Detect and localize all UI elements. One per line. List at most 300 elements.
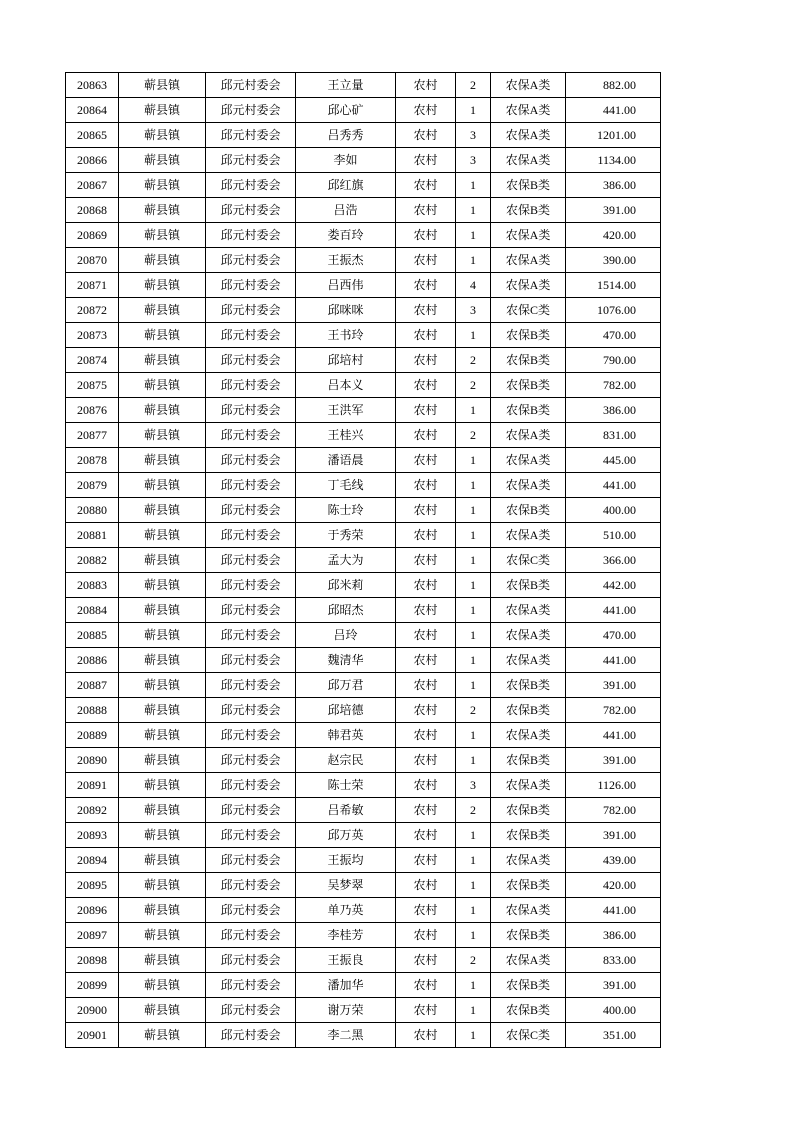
cell-village-committee: 邱元村委会 <box>206 748 296 773</box>
cell-record-id: 20868 <box>66 198 119 223</box>
cell-person-name: 潘语晨 <box>296 448 396 473</box>
cell-residence-type: 农村 <box>396 1023 456 1048</box>
cell-insurance-category: 农保C类 <box>491 298 566 323</box>
cell-record-id: 20888 <box>66 698 119 723</box>
table-row <box>66 248 661 273</box>
table-row <box>66 773 661 798</box>
cell-residence-type: 农村 <box>396 148 456 173</box>
cell-town: 蕲县镇 <box>119 948 206 973</box>
cell-insurance-category: 农保B类 <box>491 348 566 373</box>
cell-town: 蕲县镇 <box>119 223 206 248</box>
cell-person-name: 赵宗民 <box>296 748 396 773</box>
cell-person-name: 邱红旗 <box>296 173 396 198</box>
cell-person-count: 2 <box>456 423 491 448</box>
cell-person-count: 1 <box>456 448 491 473</box>
cell-person-name: 娄百玲 <box>296 223 396 248</box>
cell-person-name: 王立量 <box>296 73 396 98</box>
cell-village-committee: 邱元村委会 <box>206 423 296 448</box>
cell-amount: 391.00 <box>566 748 661 773</box>
cell-person-count: 2 <box>456 348 491 373</box>
cell-residence-type: 农村 <box>396 923 456 948</box>
cell-person-name: 单乃英 <box>296 898 396 923</box>
table-row <box>66 873 661 898</box>
cell-residence-type: 农村 <box>396 548 456 573</box>
cell-insurance-category: 农保B类 <box>491 673 566 698</box>
cell-person-count: 1 <box>456 723 491 748</box>
cell-village-committee: 邱元村委会 <box>206 523 296 548</box>
table-row <box>66 73 661 98</box>
cell-amount: 1076.00 <box>566 298 661 323</box>
cell-town: 蕲县镇 <box>119 723 206 748</box>
cell-town: 蕲县镇 <box>119 548 206 573</box>
cell-town: 蕲县镇 <box>119 398 206 423</box>
table-row <box>66 673 661 698</box>
cell-residence-type: 农村 <box>396 523 456 548</box>
cell-residence-type: 农村 <box>396 198 456 223</box>
cell-village-committee: 邱元村委会 <box>206 198 296 223</box>
cell-person-name: 李二黑 <box>296 1023 396 1048</box>
cell-insurance-category: 农保B类 <box>491 323 566 348</box>
cell-residence-type: 农村 <box>396 998 456 1023</box>
cell-person-name: 邱咪咪 <box>296 298 396 323</box>
cell-amount: 391.00 <box>566 673 661 698</box>
cell-record-id: 20870 <box>66 248 119 273</box>
cell-person-name: 吴梦翠 <box>296 873 396 898</box>
cell-person-count: 1 <box>456 923 491 948</box>
cell-person-count: 1 <box>456 973 491 998</box>
cell-amount: 386.00 <box>566 398 661 423</box>
cell-village-committee: 邱元村委会 <box>206 698 296 723</box>
cell-record-id: 20891 <box>66 773 119 798</box>
cell-amount: 400.00 <box>566 498 661 523</box>
cell-village-committee: 邱元村委会 <box>206 248 296 273</box>
cell-person-name: 吕浩 <box>296 198 396 223</box>
cell-town: 蕲县镇 <box>119 173 206 198</box>
table-row <box>66 723 661 748</box>
cell-amount: 391.00 <box>566 823 661 848</box>
cell-residence-type: 农村 <box>396 698 456 723</box>
cell-town: 蕲县镇 <box>119 698 206 723</box>
table-row <box>66 98 661 123</box>
cell-insurance-category: 农保A类 <box>491 273 566 298</box>
cell-village-committee: 邱元村委会 <box>206 123 296 148</box>
cell-insurance-category: 农保A类 <box>491 473 566 498</box>
table-row <box>66 948 661 973</box>
cell-insurance-category: 农保A类 <box>491 848 566 873</box>
cell-person-name: 王桂兴 <box>296 423 396 448</box>
cell-village-committee: 邱元村委会 <box>206 73 296 98</box>
table-row <box>66 748 661 773</box>
cell-person-name: 吕希敏 <box>296 798 396 823</box>
cell-amount: 391.00 <box>566 198 661 223</box>
table-row <box>66 448 661 473</box>
cell-insurance-category: 农保A类 <box>491 623 566 648</box>
table-row <box>66 698 661 723</box>
cell-person-count: 1 <box>456 648 491 673</box>
table-row <box>66 923 661 948</box>
cell-amount: 351.00 <box>566 1023 661 1048</box>
cell-village-committee: 邱元村委会 <box>206 898 296 923</box>
cell-residence-type: 农村 <box>396 423 456 448</box>
cell-village-committee: 邱元村委会 <box>206 398 296 423</box>
cell-person-name: 邱培村 <box>296 348 396 373</box>
cell-record-id: 20897 <box>66 923 119 948</box>
cell-insurance-category: 农保A类 <box>491 223 566 248</box>
cell-residence-type: 农村 <box>396 848 456 873</box>
cell-town: 蕲县镇 <box>119 248 206 273</box>
cell-town: 蕲县镇 <box>119 748 206 773</box>
cell-village-committee: 邱元村委会 <box>206 373 296 398</box>
cell-town: 蕲县镇 <box>119 573 206 598</box>
table-row <box>66 198 661 223</box>
table-row <box>66 498 661 523</box>
cell-record-id: 20884 <box>66 598 119 623</box>
cell-insurance-category: 农保A类 <box>491 248 566 273</box>
cell-record-id: 20879 <box>66 473 119 498</box>
cell-record-id: 20885 <box>66 623 119 648</box>
cell-residence-type: 农村 <box>396 748 456 773</box>
cell-town: 蕲县镇 <box>119 73 206 98</box>
cell-town: 蕲县镇 <box>119 273 206 298</box>
cell-amount: 386.00 <box>566 923 661 948</box>
cell-person-count: 2 <box>456 73 491 98</box>
cell-record-id: 20876 <box>66 398 119 423</box>
cell-person-count: 1 <box>456 248 491 273</box>
table-row <box>66 223 661 248</box>
cell-person-count: 1 <box>456 498 491 523</box>
cell-amount: 510.00 <box>566 523 661 548</box>
cell-record-id: 20900 <box>66 998 119 1023</box>
cell-record-id: 20863 <box>66 73 119 98</box>
cell-village-committee: 邱元村委会 <box>206 623 296 648</box>
cell-amount: 442.00 <box>566 573 661 598</box>
cell-record-id: 20866 <box>66 148 119 173</box>
table-row <box>66 973 661 998</box>
cell-residence-type: 农村 <box>396 323 456 348</box>
cell-person-count: 3 <box>456 773 491 798</box>
table-row <box>66 573 661 598</box>
cell-person-name: 吕秀秀 <box>296 123 396 148</box>
cell-amount: 386.00 <box>566 173 661 198</box>
table-row <box>66 623 661 648</box>
cell-person-count: 1 <box>456 398 491 423</box>
cell-village-committee: 邱元村委会 <box>206 648 296 673</box>
cell-record-id: 20887 <box>66 673 119 698</box>
cell-town: 蕲县镇 <box>119 1023 206 1048</box>
cell-insurance-category: 农保A类 <box>491 98 566 123</box>
cell-amount: 420.00 <box>566 223 661 248</box>
cell-residence-type: 农村 <box>396 398 456 423</box>
table-row <box>66 148 661 173</box>
cell-person-count: 1 <box>456 748 491 773</box>
cell-person-name: 邱心矿 <box>296 98 396 123</box>
cell-person-name: 于秀荣 <box>296 523 396 548</box>
cell-insurance-category: 农保B类 <box>491 198 566 223</box>
cell-insurance-category: 农保B类 <box>491 798 566 823</box>
cell-person-count: 1 <box>456 1023 491 1048</box>
cell-insurance-category: 农保B类 <box>491 373 566 398</box>
cell-insurance-category: 农保B类 <box>491 873 566 898</box>
cell-village-committee: 邱元村委会 <box>206 223 296 248</box>
cell-insurance-category: 农保A类 <box>491 723 566 748</box>
cell-residence-type: 农村 <box>396 898 456 923</box>
cell-record-id: 20889 <box>66 723 119 748</box>
cell-record-id: 20871 <box>66 273 119 298</box>
cell-record-id: 20901 <box>66 1023 119 1048</box>
cell-village-committee: 邱元村委会 <box>206 473 296 498</box>
cell-record-id: 20877 <box>66 423 119 448</box>
cell-amount: 441.00 <box>566 598 661 623</box>
cell-person-count: 2 <box>456 948 491 973</box>
cell-amount: 470.00 <box>566 623 661 648</box>
cell-record-id: 20875 <box>66 373 119 398</box>
cell-town: 蕲县镇 <box>119 823 206 848</box>
cell-insurance-category: 农保B类 <box>491 698 566 723</box>
cell-residence-type: 农村 <box>396 273 456 298</box>
cell-village-committee: 邱元村委会 <box>206 498 296 523</box>
cell-amount: 391.00 <box>566 973 661 998</box>
cell-person-name: 王书玲 <box>296 323 396 348</box>
cell-person-name: 吕玲 <box>296 623 396 648</box>
cell-insurance-category: 农保A类 <box>491 648 566 673</box>
table-row <box>66 298 661 323</box>
table-body <box>66 73 661 1048</box>
cell-amount: 420.00 <box>566 873 661 898</box>
cell-residence-type: 农村 <box>396 448 456 473</box>
table-row <box>66 398 661 423</box>
cell-town: 蕲县镇 <box>119 873 206 898</box>
cell-record-id: 20894 <box>66 848 119 873</box>
cell-amount: 782.00 <box>566 698 661 723</box>
cell-amount: 400.00 <box>566 998 661 1023</box>
cell-village-committee: 邱元村委会 <box>206 298 296 323</box>
cell-record-id: 20869 <box>66 223 119 248</box>
table-row <box>66 598 661 623</box>
cell-village-committee: 邱元村委会 <box>206 923 296 948</box>
cell-residence-type: 农村 <box>396 173 456 198</box>
cell-amount: 882.00 <box>566 73 661 98</box>
cell-person-count: 1 <box>456 173 491 198</box>
cell-person-name: 王振杰 <box>296 248 396 273</box>
cell-record-id: 20886 <box>66 648 119 673</box>
cell-amount: 441.00 <box>566 473 661 498</box>
cell-person-count: 2 <box>456 698 491 723</box>
cell-person-count: 3 <box>456 123 491 148</box>
cell-residence-type: 农村 <box>396 498 456 523</box>
cell-person-count: 1 <box>456 848 491 873</box>
records-table <box>65 72 661 1048</box>
table-row <box>66 423 661 448</box>
cell-amount: 445.00 <box>566 448 661 473</box>
cell-person-name: 邱万君 <box>296 673 396 698</box>
cell-residence-type: 农村 <box>396 598 456 623</box>
cell-record-id: 20878 <box>66 448 119 473</box>
cell-town: 蕲县镇 <box>119 423 206 448</box>
cell-record-id: 20896 <box>66 898 119 923</box>
cell-town: 蕲县镇 <box>119 773 206 798</box>
cell-person-count: 1 <box>456 523 491 548</box>
table-row <box>66 123 661 148</box>
cell-person-name: 邱万英 <box>296 823 396 848</box>
table-row <box>66 548 661 573</box>
cell-amount: 441.00 <box>566 648 661 673</box>
cell-village-committee: 邱元村委会 <box>206 348 296 373</box>
cell-person-count: 2 <box>456 373 491 398</box>
cell-residence-type: 农村 <box>396 123 456 148</box>
cell-person-name: 魏清华 <box>296 648 396 673</box>
cell-amount: 441.00 <box>566 723 661 748</box>
cell-person-count: 3 <box>456 148 491 173</box>
cell-amount: 390.00 <box>566 248 661 273</box>
cell-person-name: 王洪军 <box>296 398 396 423</box>
cell-record-id: 20892 <box>66 798 119 823</box>
cell-insurance-category: 农保B类 <box>491 923 566 948</box>
cell-amount: 1126.00 <box>566 773 661 798</box>
table-row <box>66 998 661 1023</box>
cell-person-count: 1 <box>456 623 491 648</box>
table-row <box>66 848 661 873</box>
cell-village-committee: 邱元村委会 <box>206 548 296 573</box>
cell-insurance-category: 农保A类 <box>491 773 566 798</box>
cell-amount: 470.00 <box>566 323 661 348</box>
cell-residence-type: 农村 <box>396 573 456 598</box>
cell-person-count: 1 <box>456 598 491 623</box>
cell-town: 蕲县镇 <box>119 123 206 148</box>
cell-person-name: 韩君英 <box>296 723 396 748</box>
cell-town: 蕲县镇 <box>119 848 206 873</box>
cell-person-count: 1 <box>456 548 491 573</box>
table-row <box>66 823 661 848</box>
cell-residence-type: 农村 <box>396 773 456 798</box>
cell-town: 蕲县镇 <box>119 298 206 323</box>
cell-insurance-category: 农保A类 <box>491 448 566 473</box>
cell-insurance-category: 农保A类 <box>491 898 566 923</box>
cell-insurance-category: 农保B类 <box>491 823 566 848</box>
cell-village-committee: 邱元村委会 <box>206 948 296 973</box>
cell-village-committee: 邱元村委会 <box>206 848 296 873</box>
cell-record-id: 20872 <box>66 298 119 323</box>
cell-insurance-category: 农保A类 <box>491 148 566 173</box>
cell-person-name: 潘加华 <box>296 973 396 998</box>
cell-village-committee: 邱元村委会 <box>206 673 296 698</box>
cell-person-name: 丁毛线 <box>296 473 396 498</box>
cell-village-committee: 邱元村委会 <box>206 998 296 1023</box>
cell-insurance-category: 农保C类 <box>491 548 566 573</box>
cell-record-id: 20890 <box>66 748 119 773</box>
cell-village-committee: 邱元村委会 <box>206 798 296 823</box>
cell-residence-type: 农村 <box>396 873 456 898</box>
cell-residence-type: 农村 <box>396 973 456 998</box>
cell-town: 蕲县镇 <box>119 523 206 548</box>
cell-town: 蕲县镇 <box>119 198 206 223</box>
cell-insurance-category: 农保C类 <box>491 1023 566 1048</box>
cell-village-committee: 邱元村委会 <box>206 873 296 898</box>
cell-town: 蕲县镇 <box>119 623 206 648</box>
cell-amount: 833.00 <box>566 948 661 973</box>
cell-town: 蕲县镇 <box>119 498 206 523</box>
cell-amount: 366.00 <box>566 548 661 573</box>
cell-record-id: 20882 <box>66 548 119 573</box>
cell-person-count: 4 <box>456 273 491 298</box>
cell-insurance-category: 农保A类 <box>491 523 566 548</box>
cell-town: 蕲县镇 <box>119 973 206 998</box>
cell-record-id: 20898 <box>66 948 119 973</box>
cell-person-name: 孟大为 <box>296 548 396 573</box>
cell-insurance-category: 农保B类 <box>491 398 566 423</box>
cell-person-name: 吕西伟 <box>296 273 396 298</box>
cell-person-count: 1 <box>456 223 491 248</box>
cell-person-name: 邱培德 <box>296 698 396 723</box>
cell-village-committee: 邱元村委会 <box>206 173 296 198</box>
cell-insurance-category: 农保A类 <box>491 73 566 98</box>
cell-person-count: 1 <box>456 898 491 923</box>
cell-amount: 439.00 <box>566 848 661 873</box>
cell-residence-type: 农村 <box>396 223 456 248</box>
cell-insurance-category: 农保B类 <box>491 498 566 523</box>
cell-town: 蕲县镇 <box>119 348 206 373</box>
cell-insurance-category: 农保B类 <box>491 748 566 773</box>
cell-amount: 831.00 <box>566 423 661 448</box>
cell-town: 蕲县镇 <box>119 673 206 698</box>
cell-insurance-category: 农保B类 <box>491 998 566 1023</box>
cell-village-committee: 邱元村委会 <box>206 773 296 798</box>
cell-village-committee: 邱元村委会 <box>206 723 296 748</box>
cell-record-id: 20865 <box>66 123 119 148</box>
cell-town: 蕲县镇 <box>119 648 206 673</box>
table-row <box>66 473 661 498</box>
cell-record-id: 20893 <box>66 823 119 848</box>
cell-person-count: 1 <box>456 573 491 598</box>
cell-residence-type: 农村 <box>396 298 456 323</box>
cell-person-name: 吕本义 <box>296 373 396 398</box>
cell-insurance-category: 农保B类 <box>491 173 566 198</box>
cell-insurance-category: 农保A类 <box>491 948 566 973</box>
cell-village-committee: 邱元村委会 <box>206 273 296 298</box>
cell-record-id: 20880 <box>66 498 119 523</box>
cell-residence-type: 农村 <box>396 473 456 498</box>
cell-residence-type: 农村 <box>396 248 456 273</box>
cell-residence-type: 农村 <box>396 623 456 648</box>
cell-person-count: 1 <box>456 823 491 848</box>
cell-town: 蕲县镇 <box>119 598 206 623</box>
cell-person-count: 1 <box>456 98 491 123</box>
cell-residence-type: 农村 <box>396 823 456 848</box>
cell-amount: 441.00 <box>566 898 661 923</box>
table-row <box>66 373 661 398</box>
cell-person-name: 王振良 <box>296 948 396 973</box>
cell-insurance-category: 农保B类 <box>491 973 566 998</box>
cell-town: 蕲县镇 <box>119 373 206 398</box>
cell-insurance-category: 农保A类 <box>491 423 566 448</box>
table-row <box>66 348 661 373</box>
table-row <box>66 898 661 923</box>
cell-record-id: 20864 <box>66 98 119 123</box>
cell-amount: 790.00 <box>566 348 661 373</box>
cell-village-committee: 邱元村委会 <box>206 98 296 123</box>
cell-residence-type: 农村 <box>396 673 456 698</box>
cell-person-count: 1 <box>456 198 491 223</box>
cell-person-count: 2 <box>456 798 491 823</box>
cell-person-count: 1 <box>456 673 491 698</box>
table-row <box>66 523 661 548</box>
table-row <box>66 798 661 823</box>
table-row <box>66 648 661 673</box>
cell-person-name: 陈士荣 <box>296 773 396 798</box>
cell-insurance-category: 农保B类 <box>491 573 566 598</box>
cell-insurance-category: 农保A类 <box>491 123 566 148</box>
table-row <box>66 323 661 348</box>
cell-residence-type: 农村 <box>396 73 456 98</box>
